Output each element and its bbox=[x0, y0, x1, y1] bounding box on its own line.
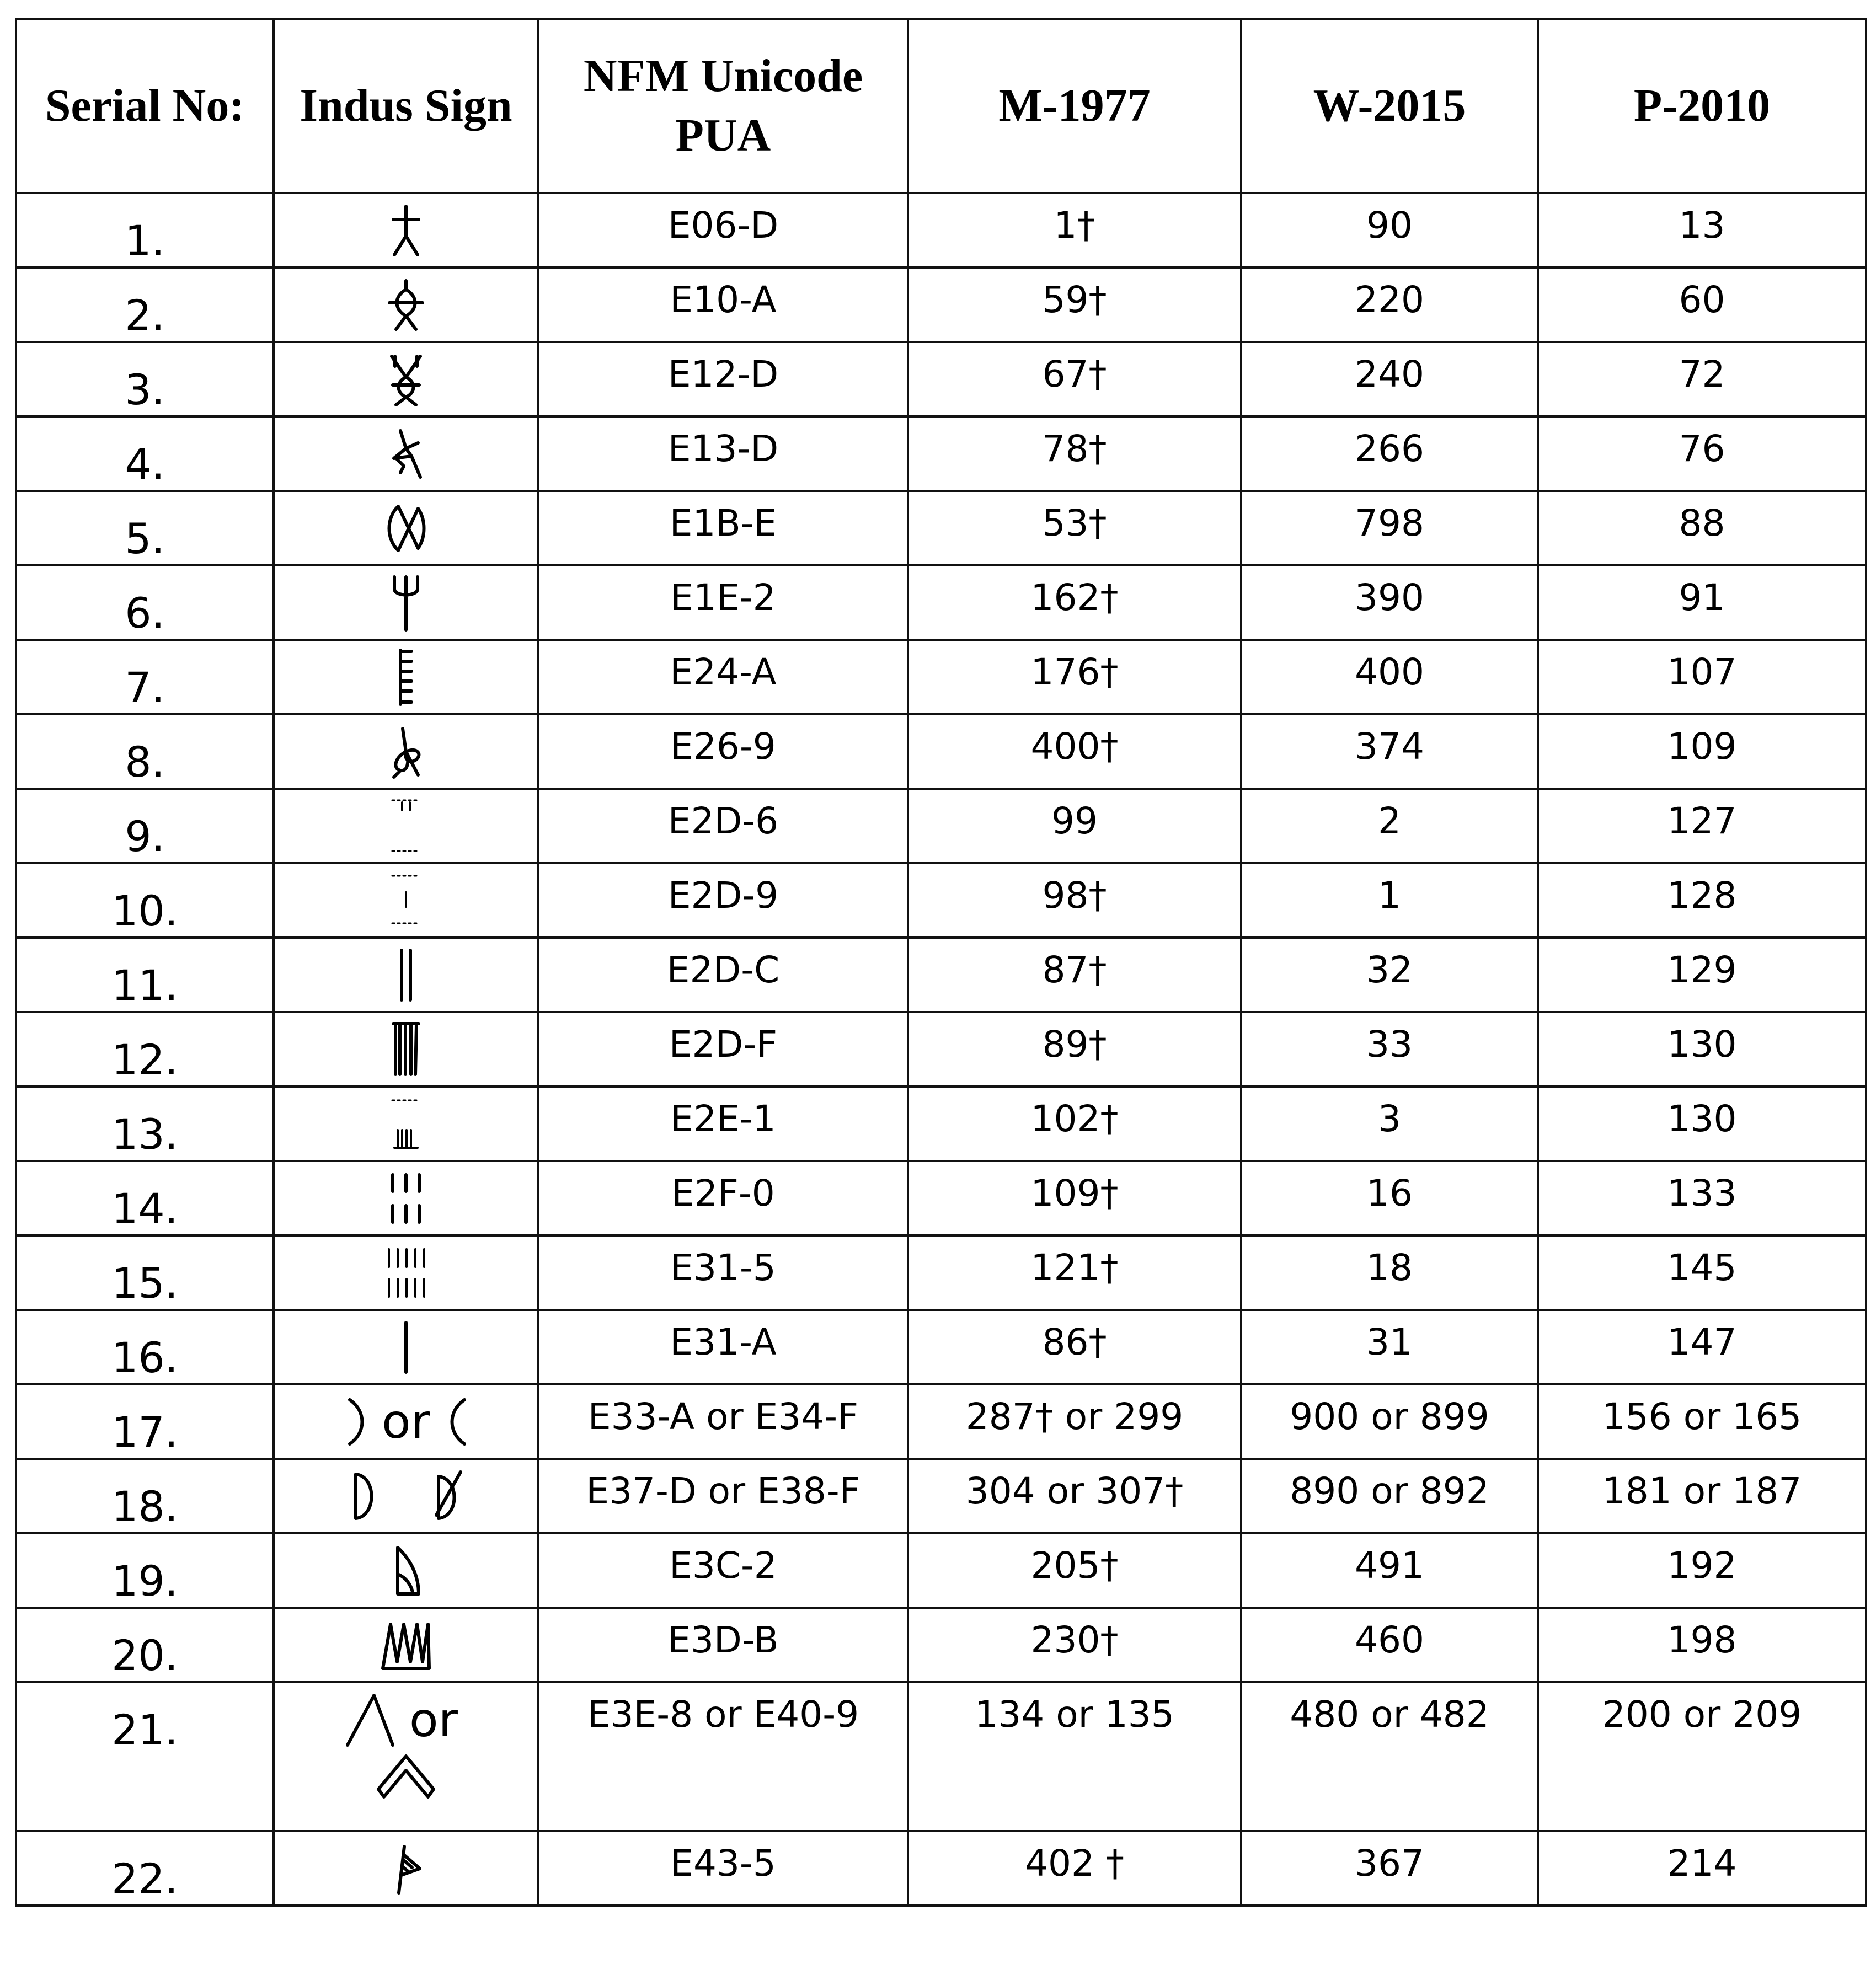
sign-cell bbox=[274, 1161, 538, 1235]
w2015-cell: 18 bbox=[1241, 1235, 1538, 1310]
indus-sign-table-sheet bbox=[15, 18, 1865, 1948]
p2010-cell: 130 bbox=[1538, 1012, 1866, 1087]
p2010-cell: 200 or 209 bbox=[1538, 1682, 1866, 1831]
serial-cell: 14. bbox=[16, 1161, 274, 1235]
unicode-cell: E3E-8 or E40-9 bbox=[538, 1682, 908, 1831]
header-w2015: W-2015 bbox=[1241, 19, 1538, 193]
p2010-cell: 156 or 165 bbox=[1538, 1384, 1866, 1459]
serial-cell: 13. bbox=[16, 1087, 274, 1161]
double-tick-sign-icon bbox=[387, 796, 425, 857]
unicode-cell: E10-A bbox=[538, 267, 908, 342]
m1977-cell: 99 bbox=[908, 789, 1241, 863]
sign-cell bbox=[274, 789, 538, 863]
serial-cell: 4. bbox=[16, 416, 274, 491]
sign-cell bbox=[274, 1012, 538, 1087]
w2015-cell: 240 bbox=[1241, 342, 1538, 416]
serial-cell: 1. bbox=[16, 193, 274, 267]
p2010-cell: 145 bbox=[1538, 1235, 1866, 1310]
unicode-cell: E31-5 bbox=[538, 1235, 908, 1310]
unicode-cell: E12-D bbox=[538, 342, 908, 416]
serial-cell: 7. bbox=[16, 640, 274, 714]
sign-cell bbox=[274, 863, 538, 938]
w2015-cell: 390 bbox=[1241, 565, 1538, 640]
unicode-cell: E2D-9 bbox=[538, 863, 908, 938]
serial-cell: 17. bbox=[16, 1384, 274, 1459]
w2015-cell: 798 bbox=[1241, 491, 1538, 565]
sign-cell bbox=[274, 1533, 538, 1608]
w2015-cell: 31 bbox=[1241, 1310, 1538, 1384]
sign-cell bbox=[274, 714, 538, 789]
table-row bbox=[16, 1012, 1866, 1087]
six-strokes-sign-icon bbox=[384, 1168, 428, 1229]
w2015-cell: 480 or 482 bbox=[1241, 1682, 1538, 1831]
caret-sign-icon bbox=[342, 1690, 397, 1751]
m1977-cell: 86† bbox=[908, 1310, 1241, 1384]
serial-cell: 6. bbox=[16, 565, 274, 640]
m1977-cell: 287† or 299 bbox=[908, 1384, 1241, 1459]
serial-cell: 5. bbox=[16, 491, 274, 565]
p2010-cell: 198 bbox=[1538, 1608, 1866, 1682]
p2010-cell: 129 bbox=[1538, 938, 1866, 1012]
unicode-cell: E43-5 bbox=[538, 1831, 908, 1906]
sign-cell bbox=[274, 565, 538, 640]
w2015-cell: 1 bbox=[1241, 863, 1538, 938]
m1977-cell: 89† bbox=[908, 1012, 1241, 1087]
p2010-cell: 147 bbox=[1538, 1310, 1866, 1384]
table-row bbox=[16, 863, 1866, 938]
table-row bbox=[16, 1459, 1866, 1533]
serial-cell: 20. bbox=[16, 1608, 274, 1682]
three-small-strokes-sign-icon bbox=[387, 1094, 425, 1154]
serial-cell: 19. bbox=[16, 1533, 274, 1608]
chevron-sign-icon bbox=[373, 1751, 439, 1800]
unicode-cell: E26-9 bbox=[538, 714, 908, 789]
table-row bbox=[16, 1831, 1866, 1906]
p2010-cell: 192 bbox=[1538, 1533, 1866, 1608]
serial-cell: 18. bbox=[16, 1459, 274, 1533]
w2015-cell: 220 bbox=[1241, 267, 1538, 342]
table-row bbox=[16, 193, 1866, 267]
header-m1977: M-1977 bbox=[908, 19, 1241, 193]
table-row bbox=[16, 1161, 1866, 1235]
w2015-cell: 33 bbox=[1241, 1012, 1538, 1087]
serial-cell: 2. bbox=[16, 267, 274, 342]
p2010-cell: 13 bbox=[1538, 193, 1866, 267]
m1977-cell: 134 or 135 bbox=[908, 1682, 1241, 1831]
header-sign: Indus Sign bbox=[274, 19, 538, 193]
unicode-cell: E3C-2 bbox=[538, 1533, 908, 1608]
sign-cell bbox=[274, 1235, 538, 1310]
m1977-cell: 304 or 307† bbox=[908, 1459, 1241, 1533]
unicode-cell: E1E-2 bbox=[538, 565, 908, 640]
flag-sign-icon bbox=[387, 1841, 425, 1896]
w2015-cell: 890 or 892 bbox=[1241, 1459, 1538, 1533]
p2010-cell: 76 bbox=[1538, 416, 1866, 491]
header-unicode: NFM Unicode PUA bbox=[538, 19, 908, 193]
m1977-cell: 67† bbox=[908, 342, 1241, 416]
m1977-cell: 59† bbox=[908, 267, 1241, 342]
w2015-cell: 374 bbox=[1241, 714, 1538, 789]
sign-or-text: or bbox=[409, 1693, 458, 1748]
table-row bbox=[16, 1310, 1866, 1384]
fish-like-figure-sign-icon bbox=[384, 277, 428, 333]
table-row bbox=[16, 1087, 1866, 1161]
m1977-cell: 121† bbox=[908, 1235, 1241, 1310]
two-strokes-sign-icon bbox=[389, 945, 423, 1005]
sign-cell bbox=[274, 1459, 538, 1533]
p2010-cell: 107 bbox=[1538, 640, 1866, 714]
serial-cell: 9. bbox=[16, 789, 274, 863]
p2010-cell: 128 bbox=[1538, 863, 1866, 938]
sign-or-text: or bbox=[382, 1394, 430, 1449]
m1977-cell: 230† bbox=[908, 1608, 1241, 1682]
w2015-cell: 32 bbox=[1241, 938, 1538, 1012]
w2015-cell: 3 bbox=[1241, 1087, 1538, 1161]
serial-cell: 12. bbox=[16, 1012, 274, 1087]
single-tick-sign-icon bbox=[387, 870, 425, 931]
serial-cell: 3. bbox=[16, 342, 274, 416]
unicode-cell: E2F-0 bbox=[538, 1161, 908, 1235]
m1977-cell: 98† bbox=[908, 863, 1241, 938]
table-row bbox=[16, 1235, 1866, 1310]
sign-cell bbox=[274, 1831, 538, 1906]
serial-cell: 11. bbox=[16, 938, 274, 1012]
serial-cell: 15. bbox=[16, 1235, 274, 1310]
p2010-cell: 91 bbox=[1538, 565, 1866, 640]
table-row bbox=[16, 1533, 1866, 1608]
unicode-cell: E1B-E bbox=[538, 491, 908, 565]
m1977-cell: 205† bbox=[908, 1533, 1241, 1608]
sign-cell bbox=[274, 1087, 538, 1161]
table-row bbox=[16, 565, 1866, 640]
p2010-cell: 127 bbox=[1538, 789, 1866, 863]
serial-cell: 8. bbox=[16, 714, 274, 789]
p2010-cell: 130 bbox=[1538, 1087, 1866, 1161]
w2015-cell: 400 bbox=[1241, 640, 1538, 714]
left-parenthesis-sign-icon bbox=[442, 1394, 470, 1449]
w2015-cell: 460 bbox=[1241, 1608, 1538, 1682]
crossed-figure-sign-icon bbox=[384, 352, 428, 407]
unicode-cell: E2E-1 bbox=[538, 1087, 908, 1161]
unicode-cell: E13-D bbox=[538, 416, 908, 491]
unicode-cell: E31-A bbox=[538, 1310, 908, 1384]
header-serial: Serial No: bbox=[16, 19, 274, 193]
table-header-row bbox=[16, 19, 1866, 193]
sign-cell bbox=[274, 1682, 538, 1831]
unicode-cell: E06-D bbox=[538, 193, 908, 267]
p2010-cell: 214 bbox=[1538, 1831, 1866, 1906]
table-row bbox=[16, 267, 1866, 342]
table-row bbox=[16, 1384, 1866, 1459]
table-row bbox=[16, 714, 1866, 789]
d-shape-sign-icon bbox=[348, 1469, 381, 1524]
p2010-cell: 133 bbox=[1538, 1161, 1866, 1235]
m1977-cell: 53† bbox=[908, 491, 1241, 565]
w2015-cell: 900 or 899 bbox=[1241, 1384, 1538, 1459]
p2010-cell: 60 bbox=[1538, 267, 1866, 342]
unicode-cell: E3D-B bbox=[538, 1608, 908, 1682]
table-row bbox=[16, 1608, 1866, 1682]
m1977-cell: 87† bbox=[908, 938, 1241, 1012]
w2015-cell: 90 bbox=[1241, 193, 1538, 267]
table-row bbox=[16, 640, 1866, 714]
w2015-cell: 266 bbox=[1241, 416, 1538, 491]
sign-cell bbox=[274, 1608, 538, 1682]
table-row bbox=[16, 416, 1866, 491]
w2015-cell: 2 bbox=[1241, 789, 1538, 863]
sail-sign-icon bbox=[387, 1543, 425, 1598]
sign-cell bbox=[274, 938, 538, 1012]
stick-figure-sign-icon bbox=[387, 203, 425, 258]
trident-sign-icon bbox=[387, 572, 425, 633]
table-row bbox=[16, 938, 1866, 1012]
comb-sign-icon bbox=[389, 647, 423, 708]
w2015-cell: 16 bbox=[1241, 1161, 1538, 1235]
unicode-cell: E2D-6 bbox=[538, 789, 908, 863]
serial-cell: 22. bbox=[16, 1831, 274, 1906]
unicode-cell: E33-A or E34-F bbox=[538, 1384, 908, 1459]
single-stroke-sign-icon bbox=[395, 1317, 417, 1378]
unicode-cell: E24-A bbox=[538, 640, 908, 714]
three-strokes-sign-icon bbox=[387, 1019, 425, 1080]
unicode-cell: E37-D or E38-F bbox=[538, 1459, 908, 1533]
p2010-cell: 72 bbox=[1538, 342, 1866, 416]
w2015-cell: 367 bbox=[1241, 1831, 1538, 1906]
serial-cell: 10. bbox=[16, 863, 274, 938]
knot-sign-icon bbox=[384, 724, 428, 779]
serial-cell: 21. bbox=[16, 1682, 274, 1831]
table-row bbox=[16, 789, 1866, 863]
sign-cell bbox=[274, 267, 538, 342]
m1977-cell: 102† bbox=[908, 1087, 1241, 1161]
sign-cell bbox=[274, 416, 538, 491]
zigzag-sign-icon bbox=[378, 1618, 434, 1673]
sign-cell bbox=[274, 1384, 538, 1459]
m1977-cell: 162† bbox=[908, 565, 1241, 640]
sign-cell bbox=[274, 193, 538, 267]
bird-like-sign-icon bbox=[384, 426, 428, 481]
sign-cell bbox=[274, 491, 538, 565]
sign-cell bbox=[274, 640, 538, 714]
fish-pair-sign-icon bbox=[384, 501, 428, 556]
unicode-cell: E2D-C bbox=[538, 938, 908, 1012]
right-parenthesis-sign-icon bbox=[342, 1394, 370, 1449]
m1977-cell: 402 † bbox=[908, 1831, 1241, 1906]
p2010-cell: 109 bbox=[1538, 714, 1866, 789]
m1977-cell: 176† bbox=[908, 640, 1241, 714]
table-row bbox=[16, 1682, 1866, 1831]
p2010-cell: 88 bbox=[1538, 491, 1866, 565]
sign-cell bbox=[274, 342, 538, 416]
ten-strokes-sign-icon bbox=[381, 1243, 431, 1303]
m1977-cell: 1† bbox=[908, 193, 1241, 267]
m1977-cell: 400† bbox=[908, 714, 1241, 789]
slashed-d-shape-sign-icon bbox=[431, 1469, 464, 1524]
m1977-cell: 78† bbox=[908, 416, 1241, 491]
unicode-cell: E2D-F bbox=[538, 1012, 908, 1087]
serial-cell: 16. bbox=[16, 1310, 274, 1384]
table-row bbox=[16, 491, 1866, 565]
w2015-cell: 491 bbox=[1241, 1533, 1538, 1608]
header-p2010: P-2010 bbox=[1538, 19, 1866, 193]
m1977-cell: 109† bbox=[908, 1161, 1241, 1235]
indus-sign-table bbox=[15, 18, 1867, 1907]
sign-cell bbox=[274, 1310, 538, 1384]
table-row bbox=[16, 342, 1866, 416]
p2010-cell: 181 or 187 bbox=[1538, 1459, 1866, 1533]
